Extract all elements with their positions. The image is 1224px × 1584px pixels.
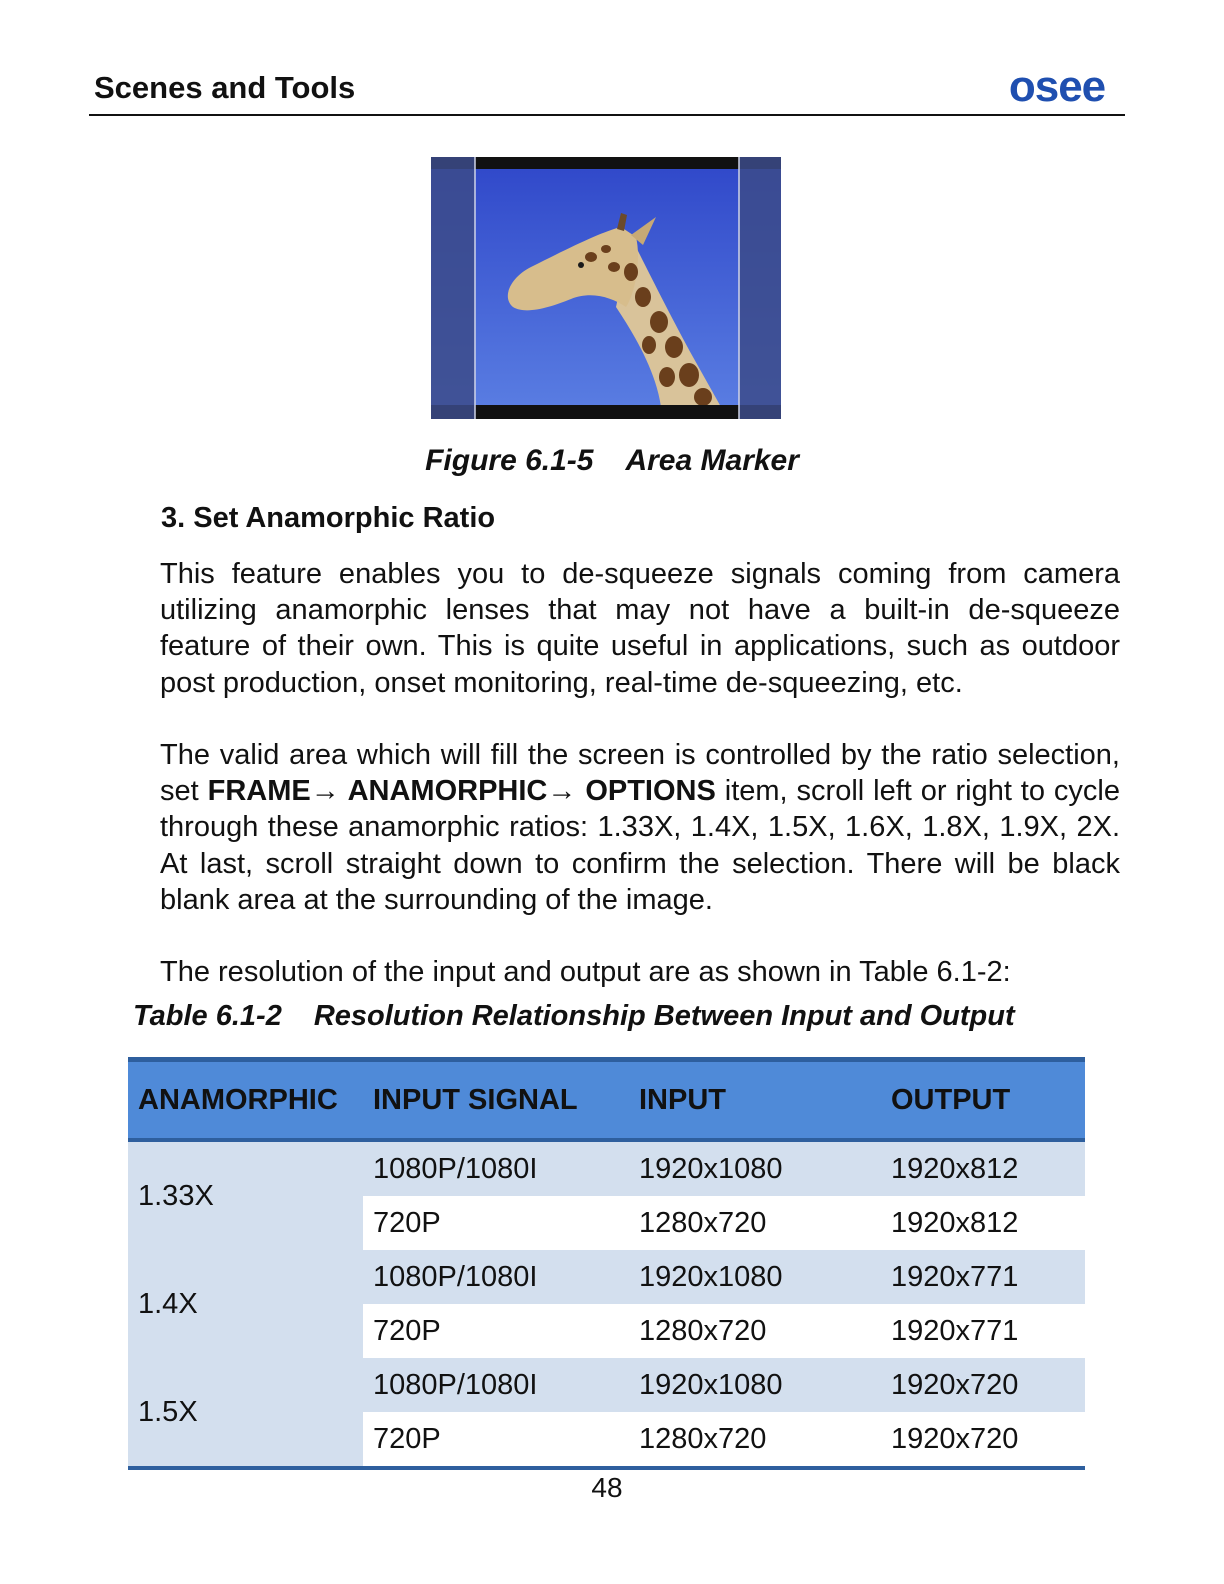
input-cell: 1920x1080 [629,1358,881,1412]
table-row [128,1358,1085,1412]
header-output: OUTPUT [881,1060,1085,1141]
input-cell: 1280x720 [629,1304,881,1358]
marker-left-bar [431,157,475,419]
menu-frame: FRAME [207,775,311,808]
output-cell: 1920x720 [881,1412,1085,1468]
input-signal-cell: 1080P/1080I [363,1358,629,1412]
table-row [128,1250,1085,1304]
marker-right-bar [739,157,781,419]
table-caption-title: Resolution Relationship Between Input and Output [313,1000,1015,1032]
output-cell: 1920x812 [881,1140,1085,1196]
osee-logo-text: osee [1008,66,1106,108]
page-header-title: Scenes and Tools [94,70,356,105]
page-number: 48 [591,1472,623,1503]
output-cell: 1920x720 [881,1358,1085,1412]
input-signal-cell: 1080P/1080I [363,1250,629,1304]
input-cell: 1280x720 [629,1196,881,1250]
menu-anamorphic: ANAMORPHIC [347,775,548,808]
header-input-signal: INPUT SIGNAL [363,1060,629,1141]
output-cell: 1920x812 [881,1196,1085,1250]
output-cell: 1920x771 [881,1250,1085,1304]
input-cell: 1920x1080 [629,1250,881,1304]
menu-options: OPTIONS [585,775,716,808]
paragraph-ratio-part1: The valid area which will fill the screen is controlled by the ratio selection, set [160,739,1120,808]
table-row [128,1140,1085,1196]
marker-top-band [431,157,781,169]
figure-caption [0,444,1224,478]
paragraph-intro: This feature enables you to de-squeeze signals coming from camera utilizing anamorphic lenses that may not have a built-in de-squeeze feature of their own. This is quite useful in applications, such as outdoor post production, onset monitoring, real-time de-squeezing, etc. [160,558,1120,699]
header-anamorphic: ANAMORPHIC [128,1060,363,1141]
table-caption [133,1000,1015,1033]
input-cell: 1280x720 [629,1412,881,1468]
table-header-row [128,1060,1085,1141]
resolution-table [128,1057,1085,1470]
paragraph-ratio-selection [160,737,1120,918]
area-marker-figure [431,157,781,419]
arrow-right-icon: → [310,775,348,808]
header-divider [89,114,1125,116]
arrow-right-icon: → [547,775,586,808]
paragraph-resolution-intro: The resolution of the input and output are as shown in Table 6.1-2: [160,956,1011,988]
input-cell: 1920x1080 [629,1140,881,1196]
anamorphic-cell: 1.33X [128,1140,363,1250]
osee-logo [992,66,1122,108]
table-caption-number: Table 6.1-2 [133,1000,282,1032]
figure-caption-number: Figure 6.1-5 [425,444,594,477]
header-input: INPUT [629,1060,881,1141]
paragraph-ratio-part2: item, scroll left or right to cycle through these anamorphic ratios: 1.33X, 1.4X, 1.5X, 1.6X, 1.8X, 1.9X, 2X. At last, scroll straight down to confirm the selection. There will be black blank area at the surrounding of the image. [160,775,1120,916]
giraffe-eye [578,262,584,268]
input-signal-cell: 720P [363,1304,629,1358]
input-signal-cell: 720P [363,1196,629,1250]
input-signal-cell: 1080P/1080I [363,1140,629,1196]
anamorphic-cell: 1.4X [128,1250,363,1358]
input-signal-cell: 720P [363,1412,629,1468]
anamorphic-cell: 1.5X [128,1358,363,1468]
figure-caption-title: Area Marker [625,444,799,477]
output-cell: 1920x771 [881,1304,1085,1358]
marker-bottom-band [431,405,781,419]
section-heading: 3. Set Anamorphic Ratio [161,502,496,534]
